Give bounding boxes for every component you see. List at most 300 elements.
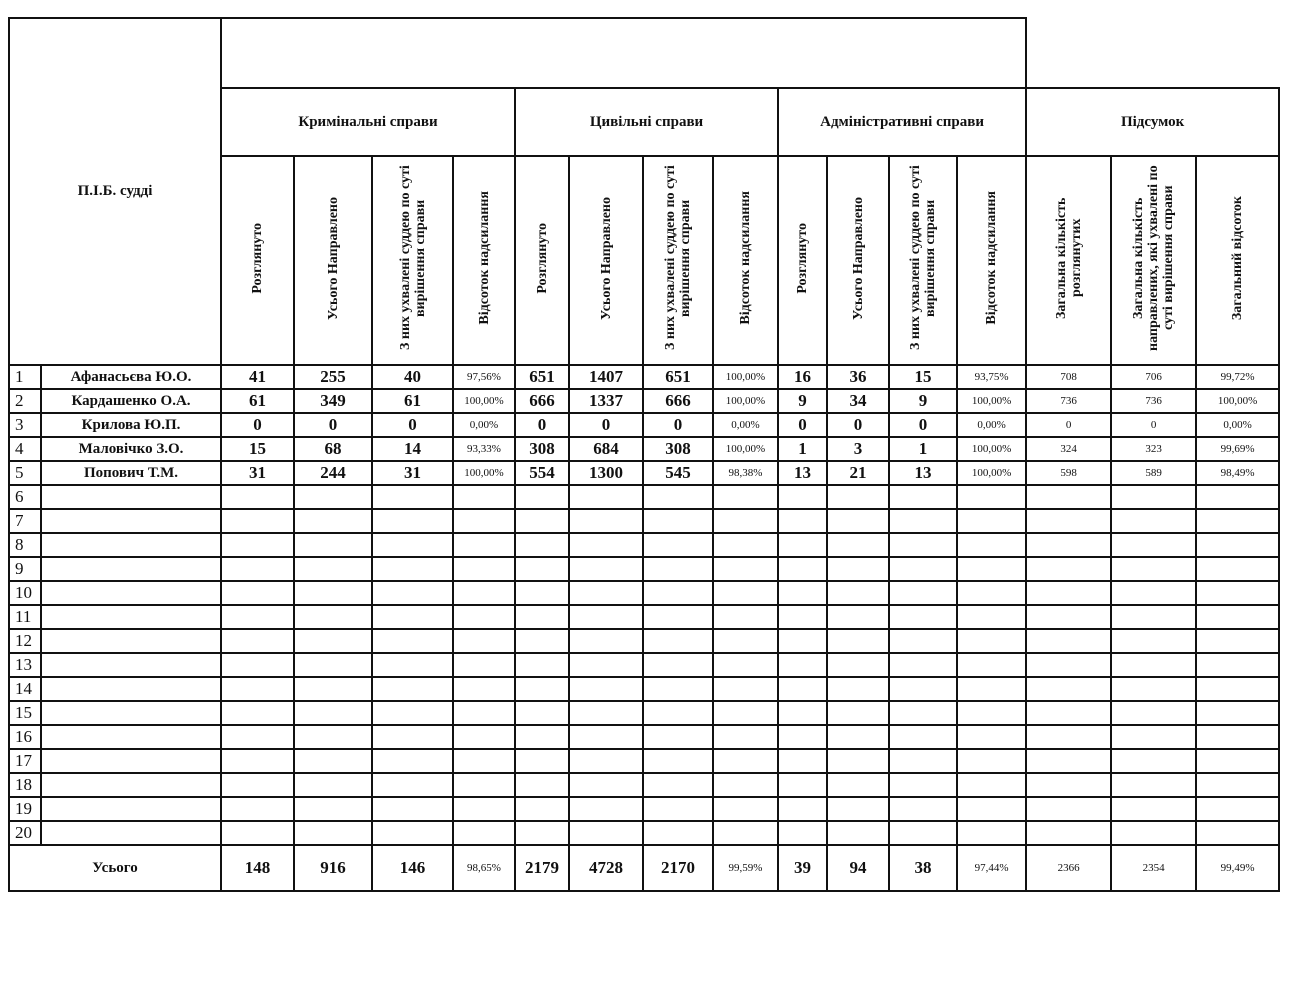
data-cell xyxy=(643,725,713,749)
data-cell: 0 xyxy=(569,413,643,437)
total-cell: 146 xyxy=(372,845,453,891)
data-cell xyxy=(643,653,713,677)
data-cell xyxy=(453,581,515,605)
data-cell: 9 xyxy=(778,389,827,413)
data-cell xyxy=(957,725,1026,749)
data-cell xyxy=(569,677,643,701)
data-cell xyxy=(778,749,827,773)
table-row xyxy=(9,413,1279,437)
data-cell xyxy=(643,605,713,629)
data-cell xyxy=(1196,533,1279,557)
data-cell xyxy=(1111,773,1196,797)
data-cell xyxy=(778,725,827,749)
judge-name: Попович Т.М. xyxy=(41,461,221,485)
data-cell: 1300 xyxy=(569,461,643,485)
column-header xyxy=(221,156,294,365)
data-cell xyxy=(569,821,643,845)
data-cell xyxy=(1026,773,1111,797)
data-cell xyxy=(713,581,778,605)
data-cell xyxy=(453,773,515,797)
data-cell xyxy=(643,821,713,845)
data-cell xyxy=(1111,533,1196,557)
data-cell xyxy=(957,749,1026,773)
total-label: Усього xyxy=(9,845,221,891)
summary-column-header xyxy=(1026,156,1111,365)
data-cell xyxy=(827,797,889,821)
total-cell: 148 xyxy=(221,845,294,891)
judge-name xyxy=(41,773,221,797)
judge-name: Кардашенко О.А. xyxy=(41,389,221,413)
judge-name xyxy=(41,821,221,845)
data-cell xyxy=(713,725,778,749)
column-header xyxy=(827,156,889,365)
row-number: 20 xyxy=(9,821,41,845)
table-row xyxy=(9,773,1279,797)
data-cell xyxy=(221,725,294,749)
table-row xyxy=(9,629,1279,653)
group-administrative: Адміністративні справи xyxy=(778,88,1026,156)
group-criminal: Кримінальні справи xyxy=(221,88,515,156)
total-cell: 916 xyxy=(294,845,372,891)
data-cell xyxy=(372,533,453,557)
data-cell xyxy=(1196,581,1279,605)
data-cell xyxy=(957,773,1026,797)
table-row xyxy=(9,557,1279,581)
data-cell xyxy=(778,581,827,605)
total-cell: 39 xyxy=(778,845,827,891)
data-cell: 99,72% xyxy=(1196,365,1279,389)
data-cell xyxy=(221,605,294,629)
data-cell: 0,00% xyxy=(957,413,1026,437)
data-cell xyxy=(778,557,827,581)
data-cell xyxy=(1196,677,1279,701)
data-cell: 93,75% xyxy=(957,365,1026,389)
judge-name xyxy=(41,653,221,677)
data-cell xyxy=(515,509,569,533)
data-cell: 34 xyxy=(827,389,889,413)
row-number: 12 xyxy=(9,629,41,653)
data-cell xyxy=(453,797,515,821)
judge-name xyxy=(41,629,221,653)
data-cell xyxy=(1026,605,1111,629)
data-cell xyxy=(569,749,643,773)
data-cell xyxy=(372,605,453,629)
data-cell xyxy=(1111,485,1196,509)
data-cell: 36 xyxy=(827,365,889,389)
data-cell xyxy=(569,581,643,605)
data-cell xyxy=(1111,653,1196,677)
table-row xyxy=(9,725,1279,749)
data-cell xyxy=(294,677,372,701)
total-cell: 2354 xyxy=(1111,845,1196,891)
data-cell: 100,00% xyxy=(713,437,778,461)
table-row xyxy=(9,485,1279,509)
column-header-label: Розглянуто xyxy=(534,222,550,294)
data-cell xyxy=(827,533,889,557)
data-cell: 589 xyxy=(1111,461,1196,485)
column-header-label: З них ухвалені суддею по суті вирішення справи xyxy=(663,165,693,351)
row-number: 4 xyxy=(9,437,41,461)
data-cell xyxy=(515,821,569,845)
column-header-label: Відсоток надсилання xyxy=(738,191,753,325)
row-number: 2 xyxy=(9,389,41,413)
data-cell: 651 xyxy=(515,365,569,389)
data-cell xyxy=(778,797,827,821)
table-row xyxy=(9,797,1279,821)
data-cell: 100,00% xyxy=(957,437,1026,461)
data-cell xyxy=(1026,677,1111,701)
data-cell xyxy=(778,605,827,629)
data-cell xyxy=(569,773,643,797)
data-cell: 98,49% xyxy=(1196,461,1279,485)
data-cell xyxy=(1196,701,1279,725)
data-cell xyxy=(1111,581,1196,605)
table-row xyxy=(9,653,1279,677)
data-cell xyxy=(1111,509,1196,533)
group-civil: Цивільні справи xyxy=(515,88,778,156)
data-cell xyxy=(957,797,1026,821)
data-cell xyxy=(1196,605,1279,629)
data-cell xyxy=(713,797,778,821)
data-cell: 41 xyxy=(221,365,294,389)
data-cell xyxy=(889,653,957,677)
data-cell xyxy=(372,725,453,749)
judge-name xyxy=(41,797,221,821)
data-cell: 100,00% xyxy=(453,389,515,413)
data-cell: 651 xyxy=(643,365,713,389)
table-row xyxy=(9,749,1279,773)
data-cell xyxy=(294,749,372,773)
data-cell xyxy=(1196,749,1279,773)
data-cell xyxy=(713,773,778,797)
data-cell xyxy=(1111,749,1196,773)
row-number: 3 xyxy=(9,413,41,437)
data-cell: 31 xyxy=(221,461,294,485)
data-cell: 324 xyxy=(1026,437,1111,461)
data-cell xyxy=(1111,605,1196,629)
group-summary: Підсумок xyxy=(1026,88,1279,156)
data-cell: 0 xyxy=(827,413,889,437)
column-header xyxy=(957,156,1026,365)
column-header xyxy=(294,156,372,365)
data-cell xyxy=(294,485,372,509)
data-cell xyxy=(515,605,569,629)
total-cell: 99,59% xyxy=(713,845,778,891)
data-cell xyxy=(294,533,372,557)
data-cell xyxy=(1026,581,1111,605)
data-cell xyxy=(889,533,957,557)
total-cell: 2366 xyxy=(1026,845,1111,891)
data-cell xyxy=(221,701,294,725)
data-cell xyxy=(221,509,294,533)
data-cell: 0 xyxy=(294,413,372,437)
data-cell: 255 xyxy=(294,365,372,389)
data-cell xyxy=(569,653,643,677)
data-cell: 308 xyxy=(643,437,713,461)
total-cell: 38 xyxy=(889,845,957,891)
data-cell xyxy=(1196,797,1279,821)
data-cell: 0,00% xyxy=(453,413,515,437)
data-cell xyxy=(889,725,957,749)
summary-column-header xyxy=(1111,156,1196,365)
data-cell xyxy=(1196,773,1279,797)
column-header-label: З них ухвалені суддею по суті вирішення справи xyxy=(908,165,938,351)
data-cell xyxy=(1026,725,1111,749)
data-cell xyxy=(569,509,643,533)
summary-column-header xyxy=(1196,156,1279,365)
data-cell: 9 xyxy=(889,389,957,413)
data-cell xyxy=(1196,821,1279,845)
data-cell: 40 xyxy=(372,365,453,389)
data-cell xyxy=(294,557,372,581)
row-number: 9 xyxy=(9,557,41,581)
judge-name: Крилова Ю.П. xyxy=(41,413,221,437)
data-cell xyxy=(515,653,569,677)
data-cell xyxy=(778,773,827,797)
data-cell xyxy=(372,581,453,605)
summary-column-header-label: Загальна кількість направлених, які ухвалені по суті вирішення справи xyxy=(1131,165,1177,351)
data-cell xyxy=(372,557,453,581)
table-row xyxy=(9,701,1279,725)
data-cell xyxy=(713,509,778,533)
table-row xyxy=(9,677,1279,701)
data-cell xyxy=(889,773,957,797)
data-cell xyxy=(1111,821,1196,845)
data-cell xyxy=(515,677,569,701)
data-cell xyxy=(827,701,889,725)
data-cell xyxy=(453,749,515,773)
column-header-label: Відсоток надсилання xyxy=(476,191,492,325)
data-cell: 0 xyxy=(778,413,827,437)
data-cell xyxy=(957,605,1026,629)
data-cell xyxy=(515,581,569,605)
data-cell xyxy=(713,821,778,845)
data-cell: 349 xyxy=(294,389,372,413)
data-cell: 98,38% xyxy=(713,461,778,485)
data-cell xyxy=(569,629,643,653)
data-cell xyxy=(643,677,713,701)
data-cell xyxy=(1026,749,1111,773)
data-cell: 68 xyxy=(294,437,372,461)
data-cell xyxy=(1196,557,1279,581)
table-row xyxy=(9,389,1279,413)
column-header-label: Усього Направлено xyxy=(850,196,866,320)
data-cell: 0 xyxy=(889,413,957,437)
data-cell: 13 xyxy=(889,461,957,485)
data-cell xyxy=(643,797,713,821)
data-cell: 14 xyxy=(372,437,453,461)
data-cell: 13 xyxy=(778,461,827,485)
summary-column-header-label: Загальна кількість розглянутих xyxy=(1053,197,1084,319)
data-cell: 1 xyxy=(778,437,827,461)
data-cell xyxy=(827,509,889,533)
data-cell xyxy=(453,557,515,581)
data-cell xyxy=(778,533,827,557)
data-cell xyxy=(957,629,1026,653)
data-cell xyxy=(827,653,889,677)
data-cell xyxy=(1026,509,1111,533)
column-header-label: З них ухвалені суддею по суті вирішення справи xyxy=(397,165,428,351)
data-cell: 736 xyxy=(1026,389,1111,413)
data-cell xyxy=(515,797,569,821)
judge-name xyxy=(41,605,221,629)
data-cell: 61 xyxy=(372,389,453,413)
data-cell xyxy=(372,629,453,653)
data-cell xyxy=(827,557,889,581)
total-cell: 97,44% xyxy=(957,845,1026,891)
data-cell xyxy=(294,773,372,797)
data-cell xyxy=(221,653,294,677)
empty-corner xyxy=(1026,18,1279,88)
data-cell xyxy=(957,701,1026,725)
data-cell xyxy=(1111,629,1196,653)
data-cell xyxy=(889,821,957,845)
data-cell xyxy=(515,557,569,581)
data-cell xyxy=(221,533,294,557)
total-cell: 2179 xyxy=(515,845,569,891)
data-cell xyxy=(569,701,643,725)
data-cell xyxy=(515,701,569,725)
court-statistics-table xyxy=(8,17,1280,892)
data-cell xyxy=(643,701,713,725)
data-cell xyxy=(889,509,957,533)
data-cell xyxy=(713,557,778,581)
data-cell: 15 xyxy=(889,365,957,389)
data-cell xyxy=(957,533,1026,557)
data-cell xyxy=(957,821,1026,845)
data-cell xyxy=(221,749,294,773)
data-cell xyxy=(778,821,827,845)
data-cell xyxy=(515,485,569,509)
data-cell: 61 xyxy=(221,389,294,413)
data-cell: 684 xyxy=(569,437,643,461)
data-cell xyxy=(221,557,294,581)
total-row xyxy=(9,845,1279,891)
column-header-label: Розглянуто xyxy=(250,222,265,294)
data-cell: 1407 xyxy=(569,365,643,389)
data-cell xyxy=(221,629,294,653)
data-cell xyxy=(643,629,713,653)
data-cell xyxy=(713,653,778,677)
data-cell xyxy=(827,821,889,845)
data-cell: 100,00% xyxy=(957,461,1026,485)
data-cell: 0 xyxy=(1111,413,1196,437)
total-cell: 98,65% xyxy=(453,845,515,891)
data-cell xyxy=(889,605,957,629)
data-cell: 100,00% xyxy=(713,389,778,413)
data-cell xyxy=(453,725,515,749)
data-cell xyxy=(827,629,889,653)
data-cell xyxy=(889,797,957,821)
data-cell xyxy=(515,725,569,749)
data-cell xyxy=(889,701,957,725)
table-row xyxy=(9,437,1279,461)
data-cell: 100,00% xyxy=(1196,389,1279,413)
total-cell: 94 xyxy=(827,845,889,891)
data-cell xyxy=(569,533,643,557)
data-cell: 0 xyxy=(1026,413,1111,437)
data-cell xyxy=(372,821,453,845)
data-cell xyxy=(453,701,515,725)
data-cell xyxy=(778,701,827,725)
table-row xyxy=(9,605,1279,629)
data-cell: 323 xyxy=(1111,437,1196,461)
data-cell xyxy=(1026,701,1111,725)
data-cell xyxy=(827,749,889,773)
data-cell xyxy=(643,749,713,773)
data-cell xyxy=(372,797,453,821)
data-cell xyxy=(827,581,889,605)
data-cell xyxy=(221,773,294,797)
data-cell xyxy=(713,629,778,653)
row-number: 5 xyxy=(9,461,41,485)
data-cell: 736 xyxy=(1111,389,1196,413)
data-cell xyxy=(569,557,643,581)
data-cell xyxy=(889,581,957,605)
data-cell xyxy=(1026,485,1111,509)
row-number: 1 xyxy=(9,365,41,389)
column-header-label: Усього Направлено xyxy=(598,196,614,320)
data-cell xyxy=(827,725,889,749)
data-cell xyxy=(221,677,294,701)
data-cell xyxy=(643,485,713,509)
data-cell xyxy=(713,749,778,773)
data-cell: 3 xyxy=(827,437,889,461)
data-cell: 706 xyxy=(1111,365,1196,389)
table-row xyxy=(9,821,1279,845)
data-cell: 308 xyxy=(515,437,569,461)
data-cell: 15 xyxy=(221,437,294,461)
row-number: 8 xyxy=(9,533,41,557)
data-cell: 100,00% xyxy=(957,389,1026,413)
data-cell xyxy=(294,605,372,629)
table-row xyxy=(9,461,1279,485)
judge-name-header: П.І.Б. судді xyxy=(9,18,221,365)
data-cell xyxy=(221,821,294,845)
data-cell xyxy=(372,509,453,533)
data-cell: 244 xyxy=(294,461,372,485)
data-cell xyxy=(372,677,453,701)
judge-name xyxy=(41,725,221,749)
data-cell xyxy=(372,653,453,677)
column-header xyxy=(372,156,453,365)
data-cell xyxy=(569,605,643,629)
data-cell xyxy=(1111,557,1196,581)
data-cell xyxy=(1026,557,1111,581)
data-cell: 666 xyxy=(515,389,569,413)
data-cell xyxy=(453,821,515,845)
data-cell xyxy=(957,581,1026,605)
judge-name xyxy=(41,677,221,701)
data-cell xyxy=(569,485,643,509)
data-cell xyxy=(515,773,569,797)
row-number: 16 xyxy=(9,725,41,749)
data-cell xyxy=(957,653,1026,677)
data-cell xyxy=(1196,725,1279,749)
data-cell xyxy=(827,773,889,797)
row-number: 11 xyxy=(9,605,41,629)
judge-name xyxy=(41,485,221,509)
data-cell xyxy=(515,629,569,653)
data-cell xyxy=(713,677,778,701)
data-cell xyxy=(294,701,372,725)
data-cell xyxy=(1196,653,1279,677)
data-cell xyxy=(1196,629,1279,653)
data-cell xyxy=(453,629,515,653)
table-row xyxy=(9,533,1279,557)
column-header xyxy=(778,156,827,365)
data-cell: 545 xyxy=(643,461,713,485)
